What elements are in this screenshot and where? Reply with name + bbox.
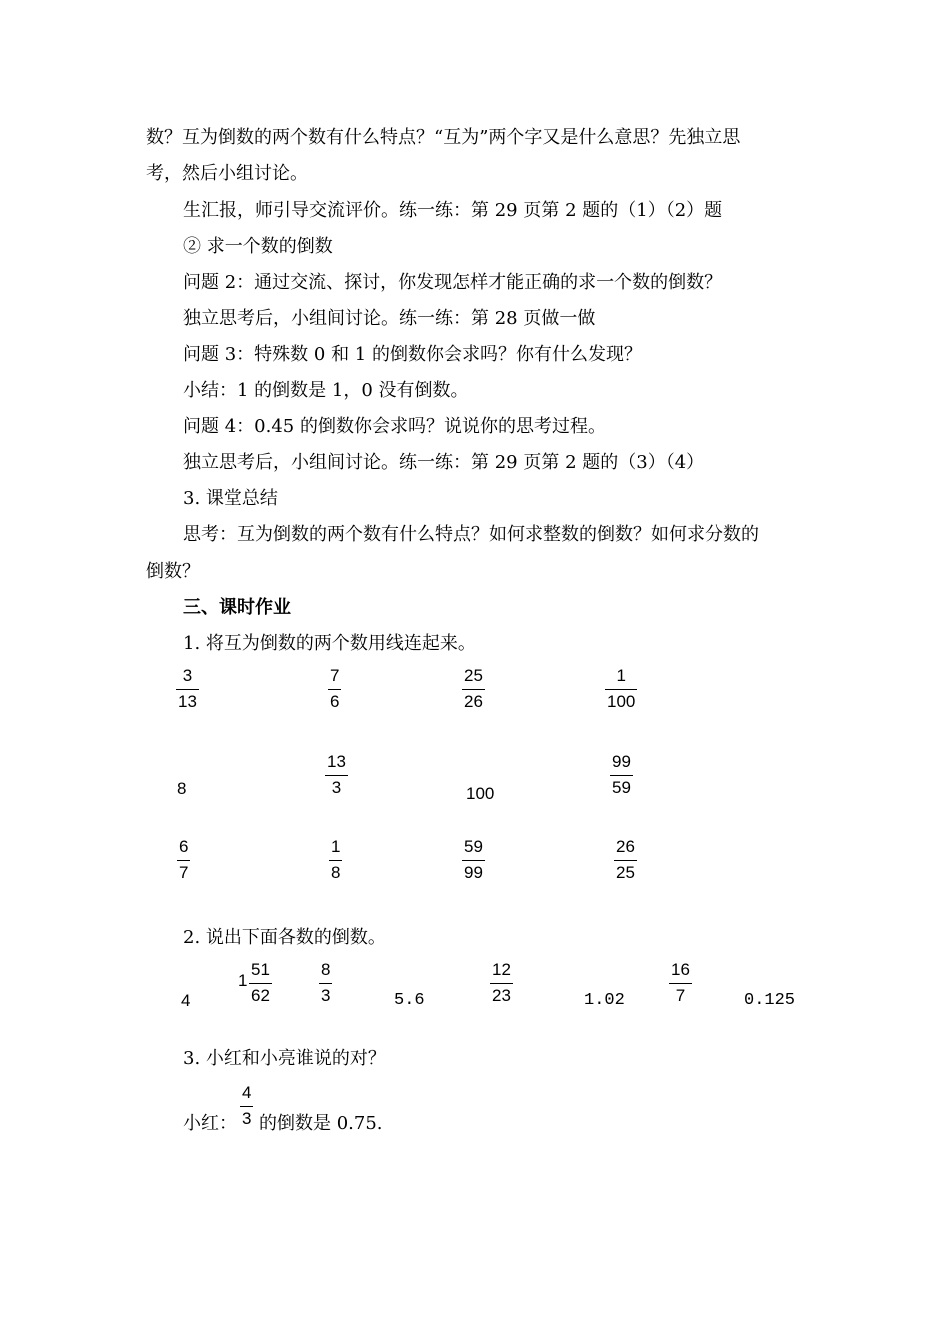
fraction [177, 837, 190, 883]
denominator: 6 [330, 692, 340, 711]
fraction-bar [605, 689, 637, 690]
fraction [490, 960, 513, 1006]
fraction [240, 1083, 253, 1129]
fraction [328, 666, 341, 712]
denominator: 8 [331, 863, 341, 882]
numerator: 99 [612, 752, 631, 771]
numerator: 8 [321, 960, 331, 979]
numerator: 13 [327, 752, 346, 771]
text-line: 小结：1 的倒数是 1，0 没有倒数。 [183, 380, 469, 401]
fraction-bar [249, 983, 272, 984]
numerator: 4 [242, 1083, 252, 1102]
fraction [614, 837, 637, 883]
text-line: 考，然后小组讨论。 [146, 163, 308, 184]
text-line: 独立思考后，小组间讨论。练一练：第 29 页第 2 题的（3）（4） [183, 452, 705, 473]
question-title: 1. 将互为倒数的两个数用线连起来。 [183, 633, 476, 654]
denominator: 25 [616, 863, 635, 882]
mixed-number-whole: 1 [238, 971, 248, 990]
denominator: 3 [242, 1109, 252, 1128]
denominator: 62 [251, 986, 270, 1005]
text-line: ② 求一个数的倒数 [183, 236, 333, 257]
section-heading: 三、课时作业 [183, 597, 291, 618]
fraction-bar [669, 983, 692, 984]
whole-number: 8 [177, 779, 187, 798]
denominator: 3 [321, 986, 331, 1005]
fraction-bar [614, 860, 637, 861]
fraction [669, 960, 692, 1006]
fraction-bar [610, 775, 633, 776]
question-title: 2. 说出下面各数的倒数。 [183, 927, 386, 948]
fraction [462, 666, 485, 712]
text-line: 数？互为倒数的两个数有什么特点？“互为”两个字又是什么意思？先独立思 [146, 127, 741, 148]
numerator: 1 [331, 837, 341, 856]
fraction [176, 666, 199, 712]
decimal-number: 5.6 [394, 991, 425, 1010]
denominator: 3 [331, 778, 342, 797]
numerator: 7 [330, 666, 340, 685]
fraction [325, 752, 348, 798]
text-line: 问题 4：0.45 的倒数你会求吗？说说你的思考过程。 [183, 416, 606, 437]
text-line: 问题 2：通过交流、探讨，你发现怎样才能正确的求一个数的倒数？ [183, 272, 723, 293]
fraction-bar [177, 860, 190, 861]
text-line: 独立思考后，小组间讨论。练一练：第 28 页做一做 [183, 308, 596, 329]
numerator: 25 [464, 666, 483, 685]
whole-number: 100 [466, 784, 495, 803]
text-line: 思考：互为倒数的两个数有什么特点？如何求整数的倒数？如何求分数的 [183, 524, 759, 545]
fraction-bar [240, 1106, 253, 1107]
fraction [249, 960, 272, 1006]
fraction-bar [462, 689, 485, 690]
denominator: 59 [612, 778, 631, 797]
denominator: 23 [492, 986, 511, 1005]
numerator: 12 [492, 960, 511, 979]
text-line: 生汇报，师引导交流评价。练一练：第 29 页第 2 题的（1）（2）题 [183, 200, 723, 221]
fraction-bar [325, 775, 348, 776]
fraction [605, 666, 637, 712]
decimal-number: 0.125 [744, 991, 796, 1010]
fraction-bar [329, 860, 342, 861]
denominator: 99 [464, 863, 483, 882]
denominator: 7 [675, 986, 686, 1005]
text-line: 的倒数是 0.75. [259, 1113, 383, 1134]
text-line: 问题 3：特殊数 0 和 1 的倒数你会求吗？你有什么发现？ [183, 344, 642, 365]
fraction-bar [319, 983, 332, 984]
denominator: 26 [464, 692, 483, 711]
numerator: 1 [616, 666, 626, 685]
denominator: 13 [178, 692, 197, 711]
fraction [329, 837, 342, 883]
decimal-number: 1.02 [584, 991, 625, 1010]
numerator: 6 [179, 837, 189, 856]
denominator: 100 [607, 692, 636, 711]
fraction-bar [176, 689, 199, 690]
fraction [462, 837, 485, 883]
speaker-label: 小红： [183, 1113, 237, 1134]
question-title: 3. 小红和小亮谁说的对？ [183, 1048, 386, 1069]
whole-number: 4 [181, 991, 191, 1010]
numerator: 51 [251, 960, 270, 979]
numerator: 16 [671, 960, 690, 979]
section-heading: 3. 课堂总结 [183, 488, 278, 509]
fraction [319, 960, 332, 1006]
fraction-bar [490, 983, 513, 984]
fraction-bar [328, 689, 341, 690]
fraction-bar [462, 860, 485, 861]
denominator: 7 [179, 863, 189, 882]
numerator: 59 [464, 837, 483, 856]
numerator: 26 [616, 837, 635, 856]
fraction [610, 752, 633, 798]
numerator: 3 [182, 666, 193, 685]
text-line: 倒数？ [146, 561, 200, 582]
